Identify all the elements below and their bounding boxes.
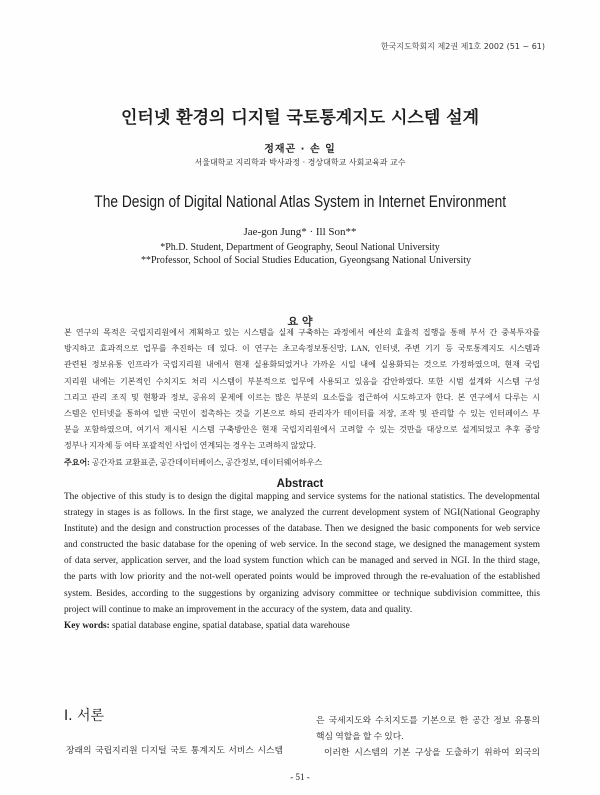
abstract-korean-line: 정부나 지자체 등 여타 포괄적인 사업이 연계되는 경우는 고려하지 않았다. [64, 441, 316, 451]
section-heading-introduction: I. 서론 [64, 708, 105, 724]
keywords-korean-text: 공간자료 교환표준, 공간데이터베이스, 공간정보, 데이터웨어하우스 [91, 457, 323, 467]
keywords-english-label: Key words: [64, 620, 110, 631]
authors-korean: 정재곤 · 손 일 [264, 144, 336, 155]
abstract-korean-line: 지리원 내에는 기본적인 수치지도 처리 시스템이 부분적으로 업무에 사용되고 있음을 감안하였다. 또한 시범 설계와 시스템 구성 [64, 376, 540, 386]
abstract-korean-line: 본 연구의 목적은 국립지리원에서 계획하고 있는 시스템을 실제 구축하는 과정에서 예산의 효율적 집행을 통해 부서 간 중복투자를 [64, 328, 540, 337]
abstract-korean-line: 관련된 정보유통 인프라가 국립지리원 내에서 현재 실용화되었거나 가까운 시일 내에 실용화되는 것으로 가정하였으며, 현재 국립 [64, 360, 540, 370]
keywords-english-text: spatial database engine, spatial database, spatial data warehouse [112, 620, 350, 631]
abstract-english-heading: Abstract [276, 478, 324, 490]
abstract-korean-line: 방지하고 효과적으로 업무를 추진하는 데 있다. 이 연구는 초고속정보통신망, LAN, 인터넷, 주변 기기 등 국토통계지도 시스템과 [64, 344, 540, 354]
abstract-korean-line: 스템은 인터넷을 통하여 일반 국민이 접촉하는 것을 기본으로 하되 관리자가 데이터를 저장, 조작 및 관리할 수 있는 인터페이스 부 [64, 409, 540, 419]
keywords-korean [64, 455, 540, 471]
affiliation-english-1: *Ph.D. Student, Department of Geography, Seoul National University [160, 242, 440, 253]
title-english: The Design of Digital National Atlas System in Internet Environment [94, 192, 506, 211]
abstract-english-line: strategy in stages is as follows. In the first stage, we analyzed the current development system of NGI(National Geography [64, 508, 540, 519]
abstract-english-line: and constructed the basic database for the opening of web service. In the second stage, we designed the management system [64, 540, 540, 551]
body-right-line: 은 국세지도와 수치지도를 기본으로 한 공간 정보 유통의 [316, 715, 540, 725]
title-korean: 인터넷 환경의 디지털 국토통계지도 시스템 설계 [120, 108, 480, 128]
keywords-english [64, 618, 540, 634]
abstract-english-line: of data server, application server, and the load system function which can be managed and served in NGI. In the third stage, [64, 556, 540, 567]
abstract-english-line: system. Besides, according to the suggestions by organizing advisory committee or technique subdivision committee, this [64, 588, 540, 599]
body-left-column [66, 742, 283, 758]
keywords-korean-label: 주요어: [64, 457, 90, 467]
affiliations-korean: 서울대학교 지리학과 박사과정 · 경상대학교 사회교육과 교수 [194, 158, 406, 167]
abstract-english [64, 489, 540, 634]
affiliation-english-2: **Professor, School of Social Studies Education, Gyeongsang National University [140, 255, 472, 266]
abstract-korean-line: 그리고 관리 조직 및 현황과 정보, 공유의 문제에 이르는 많은 부분의 요소들을 접근하여 시도하고자 한다. 본 연구에서 다루는 시 [64, 392, 540, 402]
title-english-container [0, 190, 600, 215]
body-right-line: 이러한 시스템의 기본 구상을 도출하기 위하여 외국의 [324, 747, 540, 757]
abstract-korean-line: 분을 포함하였으며, 여기서 제시된 시스템 구축방안은 현재 국립지리원에서 고려할 수 있는 것만을 대상으로 설계되었고 추후 중앙 [64, 425, 540, 435]
body-right-line: 핵심 역할을 할 수 있다. [316, 731, 404, 741]
abstract-english-line: Institute) and the design and construction processes of the database. Then we designed the basic components for web service [64, 524, 540, 535]
page-number: - 51 - [290, 772, 310, 782]
body-left-line: 장래의 국립지리원 디지털 국토 통계지도 서비스 시스템 [66, 745, 283, 755]
abstract-english-line: the parts with low priority and the not-well operated points would be improved through the re-evaluation of the established [64, 572, 540, 583]
abstract-english-line: project will continue to make an improvement in the accuracy of the system, data and quality. [64, 604, 413, 615]
abstract-korean-heading: 요 약 [287, 315, 313, 328]
abstract-korean [64, 325, 540, 471]
authors-english: Jae-gon Jung* · Ill Son** [243, 226, 357, 238]
body-right-column [316, 712, 540, 760]
abstract-english-line: The objective of this study is to design the digital mapping and service systems for the national statistics. The developmental [64, 492, 540, 502]
journal-header: 한국지도학회지 제2권 제1호 2002 (51 ~ 61) [380, 42, 545, 51]
